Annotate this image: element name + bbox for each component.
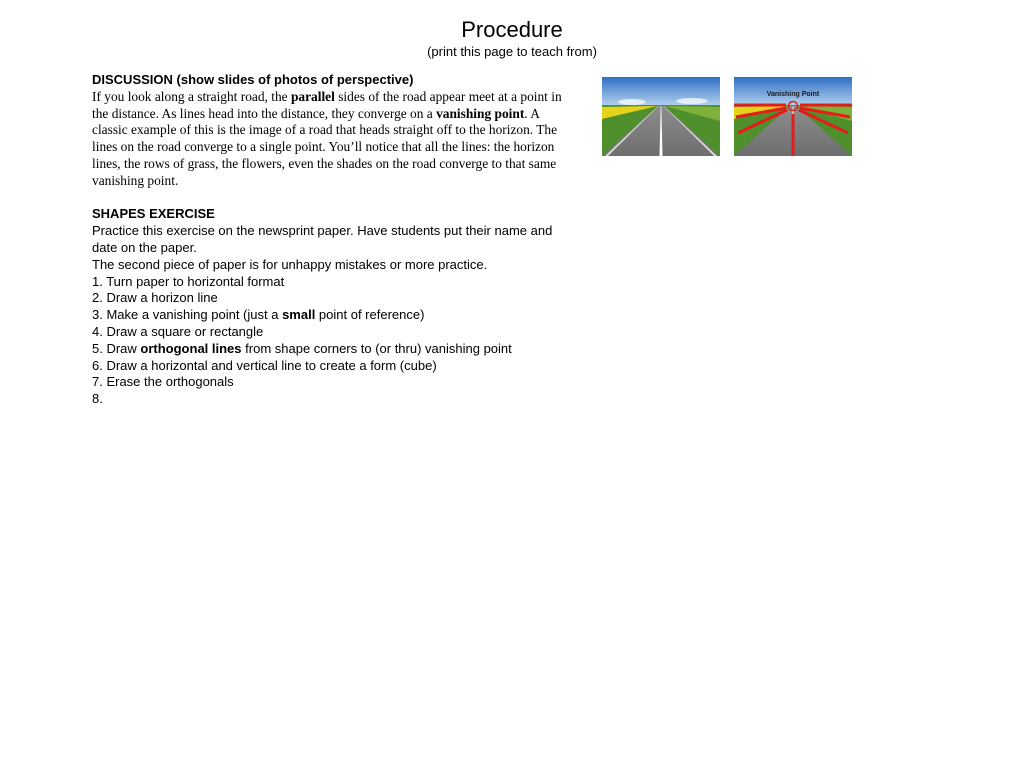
- step-3-text-a: 3. Make a vanishing point (just a: [92, 307, 283, 323]
- page-title: Procedure: [461, 17, 563, 42]
- exercise-step-2: 2. Draw a horizon line: [92, 290, 218, 306]
- road-photo-image: [602, 77, 720, 156]
- step-5-text-a: 5. Draw: [92, 340, 141, 356]
- road-photo: [602, 77, 720, 156]
- exercise-step-4: 4. Draw a square or rectangle: [92, 323, 264, 339]
- discussion-paragraph: [92, 89, 562, 190]
- vanishing-point-photo-image: [734, 77, 852, 156]
- vanishing-point-label: Vanishing Point: [766, 91, 820, 98]
- exercise-step-7: 7. Erase the orthogonals: [92, 374, 234, 390]
- exercise-step-8: 8.: [92, 391, 103, 407]
- discussion-heading: DISCUSSION (show slides of photos of perspective): [92, 72, 414, 87]
- page-subtitle: (print this page to teach from): [427, 44, 597, 59]
- discussion-bold-parallel: parallel: [290, 88, 335, 104]
- discussion-text-1: If you look along a straight road, the: [92, 88, 291, 104]
- exercise-step-5: [92, 341, 562, 358]
- step-3-text-c: point of reference): [315, 307, 425, 323]
- step-5-text-c: from shape corners to (or thru) vanishing point: [241, 340, 512, 356]
- exercise-step-3: [92, 307, 562, 324]
- step-5-bold-orthogonal: orthogonal lines: [140, 340, 242, 356]
- exercise-step-1: 1. Turn paper to horizontal format: [92, 273, 285, 289]
- text-body: [92, 72, 562, 408]
- exercise-heading: SHAPES EXERCISE: [92, 206, 215, 222]
- discussion-text-3: . A classic example of this is the image of a road that heads straight off to the horizon. The lines on the road converge to a single point. You’ll notice that all the lines: the horizon lines, the rows of grass, the flowers, even the shades on the road converge to that same vanishing point.: [92, 105, 558, 188]
- vanishing-point-photo: [734, 77, 852, 156]
- exercise-intro-2: The second piece of paper is for unhappy mistakes or more practice.: [92, 256, 488, 272]
- exercise-step-6: 6. Draw a horizontal and vertical line to create a form (cube): [92, 357, 437, 373]
- discussion-bold-vanishing-point: vanishing point: [436, 105, 525, 121]
- step-3-bold-small: small: [282, 307, 316, 323]
- exercise-intro-1: Practice this exercise on the newsprint paper. Have students put their name and date on the paper.: [92, 223, 553, 255]
- discussion-text-2: sides of the road appear meet at a point in the distance. As lines head into the distance, they converge on a: [92, 88, 562, 121]
